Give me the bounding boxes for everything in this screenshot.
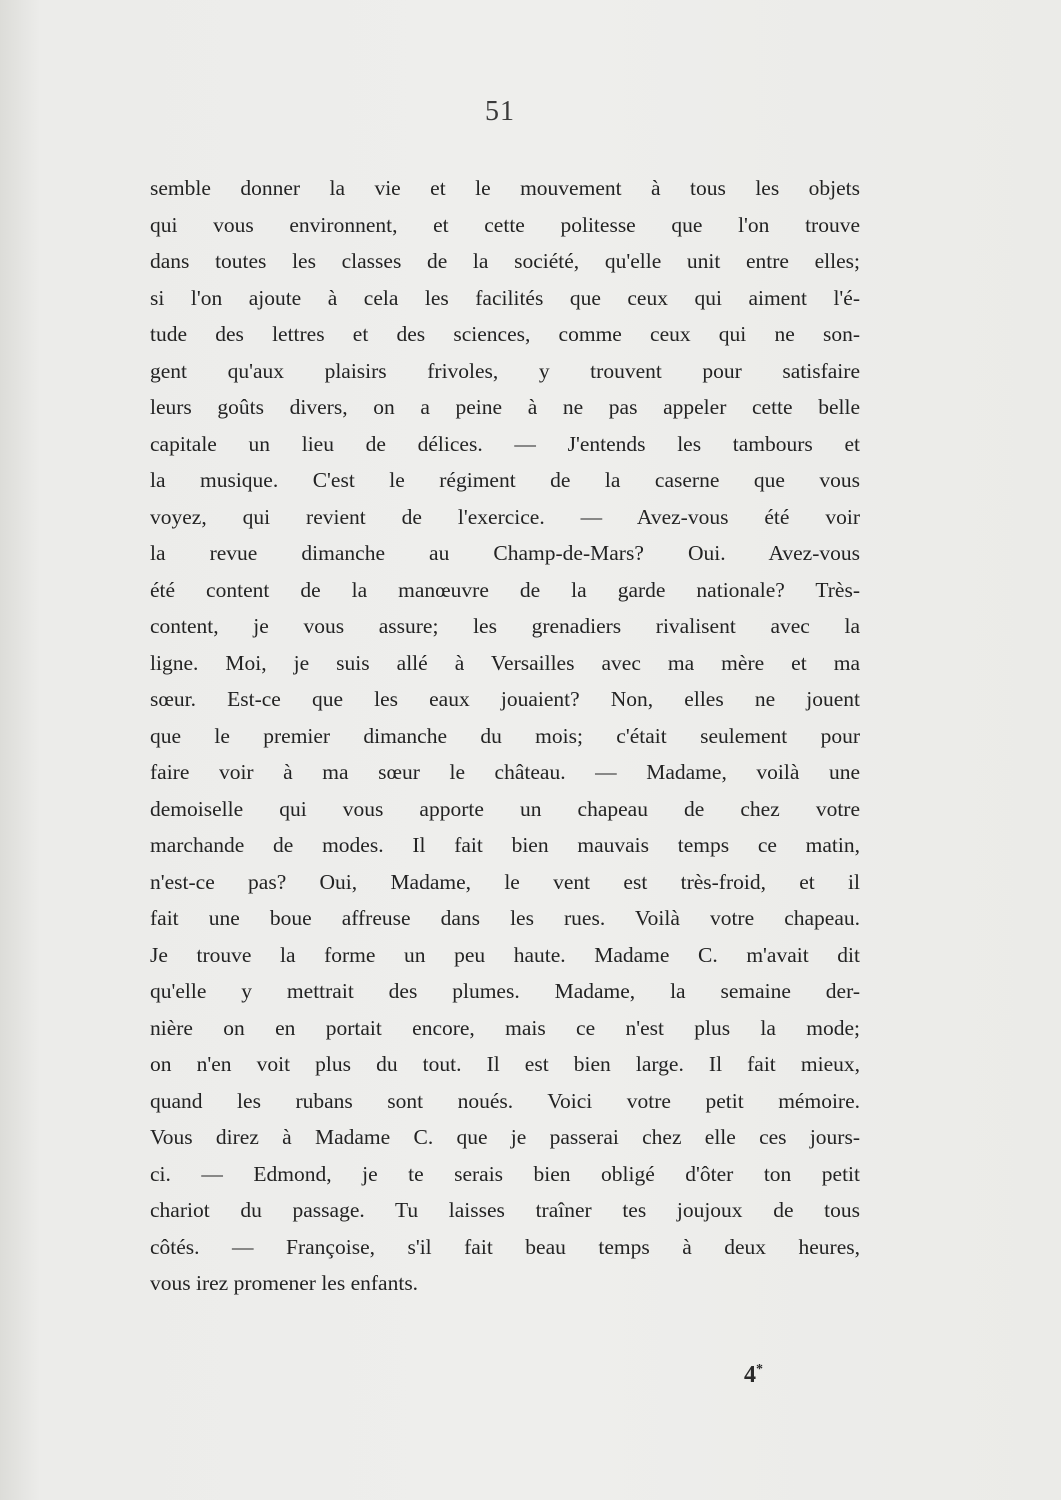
text-line: content, je vous assure; les grenadiers rivalisent avec la: [150, 614, 860, 638]
text-line: capitale un lieu de délices. — J'entends les tambours et: [150, 431, 860, 456]
page-number: 51: [485, 96, 515, 127]
text-line: dans toutes les classes de la société, qu'elle unit entre elles;: [150, 249, 860, 273]
text-line: semble donner la vie et le mouvement à tous les objets: [150, 176, 860, 200]
text-line: ci. — Edmond, je te serais bien obligé d'ôter ton petit: [150, 1161, 860, 1186]
text-line: fait une boue affreuse dans les rues. Voilà votre chapeau.: [150, 906, 860, 930]
signature-mark: [744, 1362, 763, 1389]
text-line: Je trouve la forme un peu haute. Madame C. m'avait dit: [150, 942, 860, 967]
text-line: demoiselle qui vous apporte un chapeau de chez votre: [150, 796, 860, 821]
text-line: marchande de modes. Il fait bien mauvais temps ce matin,: [150, 833, 860, 857]
text-line: qui vous environnent, et cette politesse que l'on trouve: [150, 212, 860, 237]
text-line: si l'on ajoute à cela les facilités que ceux qui aiment l'é-: [150, 285, 860, 310]
text-line: qu'elle y mettrait des plumes. Madame, la semaine der-: [150, 979, 860, 1003]
text-line: n'est-ce pas? Oui, Madame, le vent est très-froid, et il: [150, 869, 860, 894]
body-text: [150, 170, 860, 1302]
text-line: voyez, qui revient de l'exercice. — Avez-vous été voir: [150, 504, 860, 529]
text-line: tude des lettres et des sciences, comme ceux qui ne son-: [150, 322, 860, 346]
text-line: faire voir à ma sœur le château. — Madame, voilà une: [150, 760, 860, 784]
text-line: gent qu'aux plaisirs frivoles, y trouvent pour satisfaire: [150, 358, 860, 383]
text-line: la musique. C'est le régiment de la caserne que vous: [150, 468, 860, 492]
text-line: été content de la manœuvre de la garde nationale? Très-: [150, 577, 860, 602]
text-line: côtés. — Françoise, s'il fait beau temps à deux heures,: [150, 1234, 860, 1259]
text-line: la revue dimanche au Champ-de-Mars? Oui. Avez-vous: [150, 541, 860, 565]
signature-star: *: [756, 1362, 763, 1377]
text-line: vous irez promener les enfants.: [150, 1271, 419, 1295]
text-line: chariot du passage. Tu laisses traîner tes joujoux de tous: [150, 1198, 860, 1222]
signature-number: 4: [744, 1362, 756, 1388]
text-line: on n'en voit plus du tout. Il est bien large. Il fait mieux,: [150, 1052, 860, 1076]
text-line: ligne. Moi, je suis allé à Versailles avec ma mère et ma: [150, 650, 860, 675]
text-line: que le premier dimanche du mois; c'était seulement pour: [150, 723, 860, 748]
text-line: Vous direz à Madame C. que je passerai chez elle ces jours-: [150, 1125, 860, 1149]
text-line: nière on en portait encore, mais ce n'est plus la mode;: [150, 1015, 860, 1040]
text-line: quand les rubans sont noués. Voici votre petit mémoire.: [150, 1088, 860, 1113]
text-line: leurs goûts divers, on a peine à ne pas appeler cette belle: [150, 395, 860, 419]
text-line: sœur. Est-ce que les eaux jouaient? Non, elles ne jouent: [150, 687, 860, 711]
